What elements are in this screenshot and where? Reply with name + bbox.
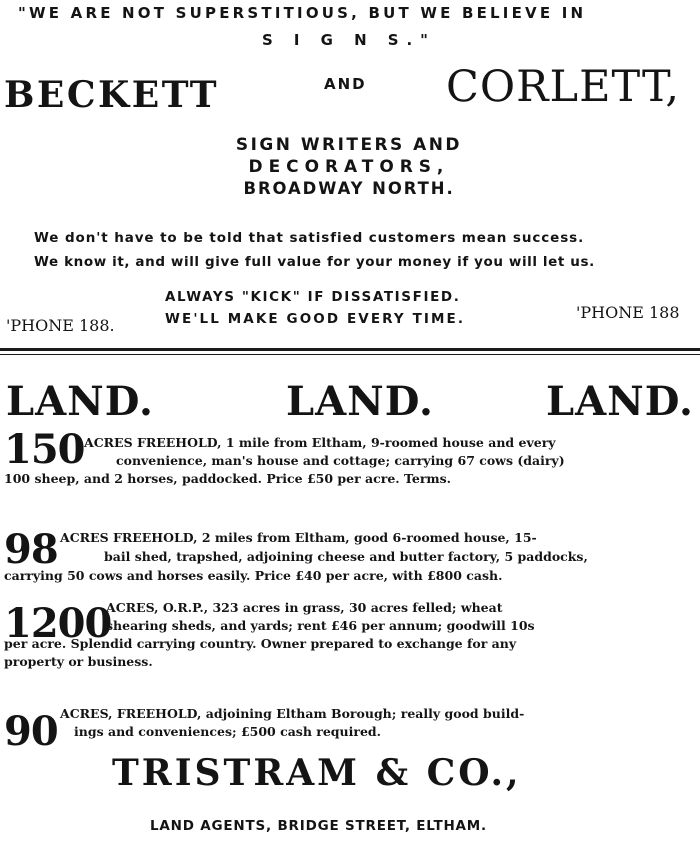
- listing-150-line-3: 100 sheep, and 2 horses, paddocked. Price £50 per acre. Terms.: [4, 471, 452, 486]
- listing-1200-line-3: per acre. Splendid carrying country. Owner prepared to exchange for any: [4, 636, 517, 651]
- listing-1200-line-1: ACRES, O.R.P., 323 acres in grass, 30 acres felled; wheat: [106, 600, 503, 615]
- firm-name-beckett: BECKETT: [4, 74, 220, 116]
- pitch-line-2: We know it, and will give full value for your money if you will let us.: [34, 254, 595, 270]
- agent-name: TRISTRAM & CO.,: [112, 752, 522, 794]
- listing-90-line-2: ings and conveniences; £500 cash required.: [74, 724, 382, 739]
- service-line-1: SIGN WRITERS AND: [235, 135, 463, 155]
- motto-line-2: S I G N S.": [261, 31, 436, 49]
- land-header-1: LAND.: [6, 378, 154, 425]
- phone-right: 'PHONE 188: [576, 303, 680, 322]
- listing-98-line-3: carrying 50 cows and horses easily. Price £40 per acre, with £800 cash.: [4, 568, 503, 583]
- firm-name-and: AND: [324, 75, 367, 93]
- listing-98-line-2: bail shed, trapshed, adjoining cheese and butter factory, 5 paddocks,: [104, 549, 588, 564]
- phone-left: 'PHONE 188.: [6, 316, 115, 335]
- firm-name-corlett: CORLETT,: [446, 62, 680, 112]
- listing-150-number: 150: [4, 426, 85, 473]
- pitch-line-1: We don't have to be told that satisfied customers mean success.: [34, 230, 585, 246]
- land-header-2: LAND.: [286, 378, 434, 425]
- kick-line-1: ALWAYS "KICK" IF DISSATISFIED.: [165, 289, 461, 305]
- listing-98-number: 98: [4, 526, 58, 573]
- service-line-2: DECORATORS,: [248, 157, 450, 177]
- agent-address: LAND AGENTS, BRIDGE STREET, ELTHAM.: [150, 818, 487, 834]
- listing-1200-line-4: property or business.: [4, 654, 153, 669]
- listing-150-line-1: ACRES FREEHOLD, 1 mile from Eltham, 9-roomed house and every: [84, 435, 556, 450]
- service-line-3: BROADWAY NORTH.: [243, 179, 455, 199]
- listing-90-number: 90: [4, 708, 58, 755]
- land-header-3: LAND.: [546, 378, 694, 425]
- listing-1200-number: 1200: [4, 600, 112, 647]
- kick-line-2: WE'LL MAKE GOOD EVERY TIME.: [165, 311, 466, 327]
- divider-rule-thick: [0, 348, 700, 351]
- listing-150-line-2: convenience, man's house and cottage; carrying 67 cows (dairy): [116, 453, 565, 468]
- motto-line-1: "WE ARE NOT SUPERSTITIOUS, BUT WE BELIEVE IN: [18, 4, 587, 22]
- listing-90-line-1: ACRES, FREEHOLD, adjoining Eltham Borough; really good build-: [60, 706, 525, 721]
- divider-rule-thin: [0, 354, 700, 355]
- listing-1200-line-2: shearing sheds, and yards; rent £46 per annum; goodwill 10s: [106, 618, 535, 633]
- listing-98-line-1: ACRES FREEHOLD, 2 miles from Eltham, good 6-roomed house, 15-: [60, 530, 537, 545]
